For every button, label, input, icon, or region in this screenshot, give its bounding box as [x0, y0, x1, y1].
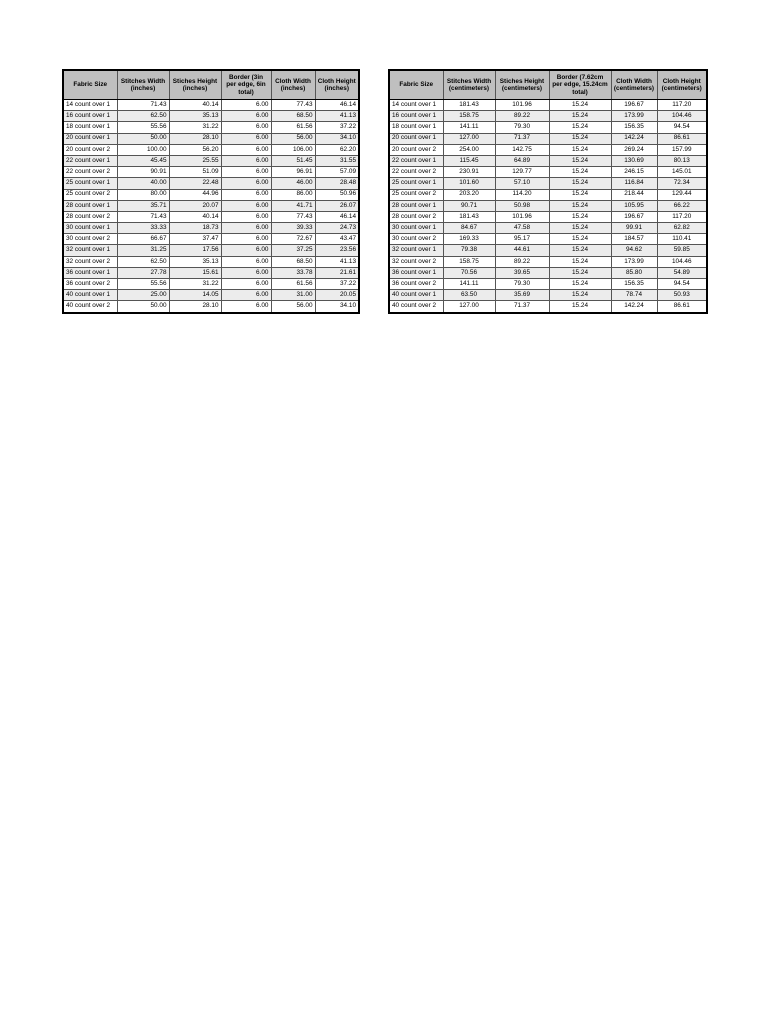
fabric-size-cell: 40 count over 1 [389, 290, 443, 301]
fabric-size-cell: 30 count over 1 [389, 223, 443, 234]
cloth-width-cell: 116.84 [611, 178, 657, 189]
stitches-width-cell: 181.43 [443, 211, 495, 222]
cm-table-body [389, 100, 707, 313]
border-cell: 15.24 [549, 279, 611, 290]
stitches-height-cell: 25.55 [169, 155, 221, 166]
stitches-height-cell: 17.56 [169, 245, 221, 256]
fabric-size-cell: 22 count over 2 [389, 167, 443, 178]
cloth-height-cell: 129.44 [657, 189, 707, 200]
table-row [389, 155, 707, 166]
cloth-height-cell: 59.85 [657, 245, 707, 256]
cloth-height-cell: 86.61 [657, 301, 707, 313]
fabric-size-cell: 25 count over 1 [389, 178, 443, 189]
border-cell: 15.24 [549, 111, 611, 122]
cloth-height-cell: 117.20 [657, 100, 707, 111]
table-row [63, 100, 359, 111]
border-cell: 6.00 [221, 189, 271, 200]
cloth-height-cell: 117.20 [657, 211, 707, 222]
stitches-height-cell: 37.47 [169, 234, 221, 245]
border-cell: 15.24 [549, 100, 611, 111]
cm-header-row [389, 70, 707, 100]
border-cell: 15.24 [549, 256, 611, 267]
stitches-width-cell: 127.00 [443, 133, 495, 144]
border-cell: 6.00 [221, 133, 271, 144]
stitches-height-cell: 22.48 [169, 178, 221, 189]
stitches-width-cell: 55.56 [117, 122, 169, 133]
stitches-height-cell: 129.77 [495, 167, 549, 178]
table-row [63, 178, 359, 189]
cloth-width-cell: 85.80 [611, 267, 657, 278]
cloth-width-cell: 56.00 [271, 301, 315, 313]
fabric-size-cell: 36 count over 1 [389, 267, 443, 278]
stitches-width-cell: 101.60 [443, 178, 495, 189]
fabric-size-cell: 14 count over 1 [63, 100, 117, 111]
stitches-height-cell: 114.20 [495, 189, 549, 200]
stitches-width-cell: 80.00 [117, 189, 169, 200]
cloth-height-cell: 21.61 [315, 267, 359, 278]
table-row [63, 200, 359, 211]
table-row [389, 144, 707, 155]
border-cell: 6.00 [221, 122, 271, 133]
header-cloth-width: Cloth Width (centimeters) [611, 70, 657, 100]
cloth-width-cell: 246.15 [611, 167, 657, 178]
fabric-size-cell: 18 count over 1 [389, 122, 443, 133]
cloth-width-cell: 33.78 [271, 267, 315, 278]
stitches-height-cell: 47.58 [495, 223, 549, 234]
border-cell: 15.24 [549, 301, 611, 313]
fabric-size-cell: 28 count over 1 [63, 200, 117, 211]
table-row [63, 279, 359, 290]
stitches-width-cell: 203.20 [443, 189, 495, 200]
border-cell: 15.24 [549, 245, 611, 256]
cloth-width-cell: 77.43 [271, 100, 315, 111]
cloth-width-cell: 99.91 [611, 223, 657, 234]
cloth-width-cell: 106.00 [271, 144, 315, 155]
border-cell: 6.00 [221, 279, 271, 290]
table-row [63, 122, 359, 133]
cloth-height-cell: 57.09 [315, 167, 359, 178]
cloth-width-cell: 196.67 [611, 211, 657, 222]
table-row [63, 111, 359, 122]
stitches-height-cell: 35.13 [169, 256, 221, 267]
stitches-width-cell: 25.00 [117, 290, 169, 301]
table-row [63, 256, 359, 267]
table-row [389, 200, 707, 211]
table-row [389, 111, 707, 122]
border-cell: 6.00 [221, 256, 271, 267]
border-cell: 15.24 [549, 211, 611, 222]
cloth-height-cell: 50.93 [657, 290, 707, 301]
border-cell: 6.00 [221, 211, 271, 222]
fabric-size-cell: 28 count over 2 [63, 211, 117, 222]
header-fabric-size: Fabric Size [389, 70, 443, 100]
cloth-width-cell: 156.35 [611, 122, 657, 133]
cloth-height-cell: 34.10 [315, 301, 359, 313]
stitches-width-cell: 115.45 [443, 155, 495, 166]
stitches-height-cell: 28.10 [169, 301, 221, 313]
stitches-width-cell: 66.67 [117, 234, 169, 245]
header-border: Border (3in per edge, 6in total) [221, 70, 271, 100]
cloth-width-cell: 78.74 [611, 290, 657, 301]
header-stitches-height: Stiches Height (centimeters) [495, 70, 549, 100]
fabric-size-cell: 20 count over 1 [389, 133, 443, 144]
cloth-width-cell: 61.56 [271, 279, 315, 290]
cloth-width-cell: 130.69 [611, 155, 657, 166]
stitches-height-cell: 64.89 [495, 155, 549, 166]
fabric-size-cell: 25 count over 1 [63, 178, 117, 189]
fabric-size-cell: 14 count over 1 [389, 100, 443, 111]
stitches-width-cell: 55.56 [117, 279, 169, 290]
cloth-width-cell: 173.99 [611, 111, 657, 122]
table-row [389, 234, 707, 245]
border-cell: 15.24 [549, 234, 611, 245]
stitches-height-cell: 79.30 [495, 279, 549, 290]
stitches-width-cell: 141.11 [443, 279, 495, 290]
cloth-height-cell: 46.14 [315, 211, 359, 222]
stitches-height-cell: 50.98 [495, 200, 549, 211]
fabric-size-cell: 28 count over 2 [389, 211, 443, 222]
cloth-width-cell: 31.00 [271, 290, 315, 301]
header-cloth-height: Cloth Height (centimeters) [657, 70, 707, 100]
border-cell: 6.00 [221, 111, 271, 122]
stitches-width-cell: 45.45 [117, 155, 169, 166]
stitches-height-cell: 35.69 [495, 290, 549, 301]
fabric-size-cell: 40 count over 1 [63, 290, 117, 301]
cloth-width-cell: 86.00 [271, 189, 315, 200]
stitches-height-cell: 79.30 [495, 122, 549, 133]
cloth-width-cell: 142.24 [611, 133, 657, 144]
fabric-size-cell: 32 count over 2 [389, 256, 443, 267]
stitches-height-cell: 71.37 [495, 133, 549, 144]
table-row [63, 155, 359, 166]
cloth-width-cell: 156.35 [611, 279, 657, 290]
fabric-size-cell: 18 count over 1 [63, 122, 117, 133]
cloth-height-cell: 110.41 [657, 234, 707, 245]
cloth-width-cell: 41.71 [271, 200, 315, 211]
stitches-width-cell: 50.00 [117, 133, 169, 144]
cloth-height-cell: 24.73 [315, 223, 359, 234]
stitches-height-cell: 15.61 [169, 267, 221, 278]
cloth-width-cell: 105.95 [611, 200, 657, 211]
fabric-size-cell: 30 count over 2 [389, 234, 443, 245]
header-cloth-width: Cloth Width (inches) [271, 70, 315, 100]
border-cell: 6.00 [221, 178, 271, 189]
cloth-height-cell: 80.13 [657, 155, 707, 166]
cloth-height-cell: 20.05 [315, 290, 359, 301]
fabric-size-cell: 32 count over 1 [389, 245, 443, 256]
stitches-width-cell: 27.78 [117, 267, 169, 278]
fabric-size-cell: 30 count over 2 [63, 234, 117, 245]
cloth-height-cell: 104.46 [657, 256, 707, 267]
fabric-size-cell: 28 count over 1 [389, 200, 443, 211]
table-row [63, 223, 359, 234]
cloth-width-cell: 56.00 [271, 133, 315, 144]
fabric-size-cell: 22 count over 1 [63, 155, 117, 166]
stitches-height-cell: 56.20 [169, 144, 221, 155]
table-row [63, 189, 359, 200]
table-row [63, 167, 359, 178]
fabric-size-cell: 40 count over 2 [389, 301, 443, 313]
border-cell: 15.24 [549, 133, 611, 144]
stitches-width-cell: 158.75 [443, 111, 495, 122]
fabric-size-cell: 30 count over 1 [63, 223, 117, 234]
border-cell: 6.00 [221, 301, 271, 313]
stitches-height-cell: 14.05 [169, 290, 221, 301]
stitches-width-cell: 90.71 [443, 200, 495, 211]
stitches-width-cell: 62.50 [117, 111, 169, 122]
stitches-height-cell: 142.75 [495, 144, 549, 155]
stitches-width-cell: 31.25 [117, 245, 169, 256]
stitches-width-cell: 181.43 [443, 100, 495, 111]
table-row [63, 133, 359, 144]
header-border: Border (7.62cm per edge, 15.24cm total) [549, 70, 611, 100]
table-row [389, 100, 707, 111]
header-cloth-height: Cloth Height (inches) [315, 70, 359, 100]
cloth-width-cell: 39.33 [271, 223, 315, 234]
stitches-width-cell: 230.91 [443, 167, 495, 178]
cloth-width-cell: 96.91 [271, 167, 315, 178]
cloth-width-cell: 196.67 [611, 100, 657, 111]
border-cell: 6.00 [221, 100, 271, 111]
border-cell: 6.00 [221, 290, 271, 301]
fabric-size-cell: 20 count over 1 [63, 133, 117, 144]
header-stitches-width: Stitches Width (centimeters) [443, 70, 495, 100]
stitches-width-cell: 63.50 [443, 290, 495, 301]
border-cell: 15.24 [549, 223, 611, 234]
table-row [389, 133, 707, 144]
stitches-height-cell: 95.17 [495, 234, 549, 245]
table-row [389, 189, 707, 200]
fabric-size-cell: 20 count over 2 [63, 144, 117, 155]
border-cell: 15.24 [549, 122, 611, 133]
cloth-height-cell: 66.22 [657, 200, 707, 211]
stitches-width-cell: 70.56 [443, 267, 495, 278]
cloth-width-cell: 37.25 [271, 245, 315, 256]
stitches-height-cell: 57.10 [495, 178, 549, 189]
stitches-height-cell: 101.96 [495, 100, 549, 111]
stitches-height-cell: 40.14 [169, 211, 221, 222]
fabric-size-cell: 32 count over 1 [63, 245, 117, 256]
cloth-height-cell: 86.61 [657, 133, 707, 144]
border-cell: 15.24 [549, 155, 611, 166]
stitches-width-cell: 141.11 [443, 122, 495, 133]
border-cell: 15.24 [549, 167, 611, 178]
stitches-width-cell: 79.38 [443, 245, 495, 256]
fabric-size-cell: 25 count over 2 [389, 189, 443, 200]
cloth-width-cell: 68.50 [271, 111, 315, 122]
table-row [389, 301, 707, 313]
table-row [389, 211, 707, 222]
table-row [389, 279, 707, 290]
cloth-width-cell: 68.50 [271, 256, 315, 267]
cloth-width-cell: 51.45 [271, 155, 315, 166]
fabric-size-cell: 16 count over 1 [63, 111, 117, 122]
table-row [389, 178, 707, 189]
cloth-height-cell: 145.01 [657, 167, 707, 178]
table-row [63, 301, 359, 313]
fabric-size-cell: 36 count over 1 [63, 267, 117, 278]
stitches-height-cell: 101.96 [495, 211, 549, 222]
fabric-size-cell: 32 count over 2 [63, 256, 117, 267]
cloth-width-cell: 77.43 [271, 211, 315, 222]
cloth-height-cell: 94.54 [657, 279, 707, 290]
cloth-height-cell: 37.22 [315, 279, 359, 290]
cloth-height-cell: 37.22 [315, 122, 359, 133]
fabric-size-cell: 22 count over 2 [63, 167, 117, 178]
cloth-height-cell: 62.20 [315, 144, 359, 155]
cloth-width-cell: 269.24 [611, 144, 657, 155]
border-cell: 15.24 [549, 144, 611, 155]
fabric-size-cell: 25 count over 2 [63, 189, 117, 200]
stitches-width-cell: 90.91 [117, 167, 169, 178]
border-cell: 15.24 [549, 178, 611, 189]
stitches-width-cell: 33.33 [117, 223, 169, 234]
border-cell: 6.00 [221, 267, 271, 278]
border-cell: 6.00 [221, 167, 271, 178]
inches-table [62, 69, 360, 314]
stitches-width-cell: 40.00 [117, 178, 169, 189]
cloth-width-cell: 173.99 [611, 256, 657, 267]
cloth-height-cell: 54.89 [657, 267, 707, 278]
border-cell: 6.00 [221, 144, 271, 155]
stitches-height-cell: 51.09 [169, 167, 221, 178]
stitches-width-cell: 84.67 [443, 223, 495, 234]
cloth-width-cell: 142.24 [611, 301, 657, 313]
stitches-width-cell: 169.33 [443, 234, 495, 245]
stitches-height-cell: 89.22 [495, 256, 549, 267]
stitches-height-cell: 31.22 [169, 122, 221, 133]
fabric-size-cell: 40 count over 2 [63, 301, 117, 313]
border-cell: 6.00 [221, 155, 271, 166]
cloth-width-cell: 94.62 [611, 245, 657, 256]
cloth-width-cell: 184.57 [611, 234, 657, 245]
table-row [63, 234, 359, 245]
table-row [63, 144, 359, 155]
inches-table-body [63, 100, 359, 313]
cloth-height-cell: 94.54 [657, 122, 707, 133]
border-cell: 6.00 [221, 223, 271, 234]
table-row [389, 167, 707, 178]
cloth-height-cell: 157.99 [657, 144, 707, 155]
table-row [63, 290, 359, 301]
stitches-width-cell: 71.43 [117, 100, 169, 111]
stitches-height-cell: 18.73 [169, 223, 221, 234]
table-row [389, 223, 707, 234]
cloth-height-cell: 34.10 [315, 133, 359, 144]
fabric-size-cell: 36 count over 2 [63, 279, 117, 290]
cloth-height-cell: 46.14 [315, 100, 359, 111]
stitches-width-cell: 50.00 [117, 301, 169, 313]
fabric-size-cell: 16 count over 1 [389, 111, 443, 122]
stitches-height-cell: 20.07 [169, 200, 221, 211]
cloth-width-cell: 46.00 [271, 178, 315, 189]
stitches-height-cell: 44.96 [169, 189, 221, 200]
cloth-height-cell: 62.82 [657, 223, 707, 234]
table-row [389, 256, 707, 267]
cloth-height-cell: 31.55 [315, 155, 359, 166]
stitches-width-cell: 62.50 [117, 256, 169, 267]
cloth-height-cell: 23.56 [315, 245, 359, 256]
header-fabric-size: Fabric Size [63, 70, 117, 100]
stitches-width-cell: 35.71 [117, 200, 169, 211]
border-cell: 15.24 [549, 267, 611, 278]
stitches-height-cell: 44.61 [495, 245, 549, 256]
header-stitches-width: Stitches Width (inches) [117, 70, 169, 100]
centimeters-table [388, 69, 708, 314]
cloth-width-cell: 72.67 [271, 234, 315, 245]
stitches-height-cell: 89.22 [495, 111, 549, 122]
stitches-width-cell: 158.75 [443, 256, 495, 267]
table-row [389, 122, 707, 133]
cloth-height-cell: 104.46 [657, 111, 707, 122]
header-stitches-height: Stiches Height (inches) [169, 70, 221, 100]
border-cell: 6.00 [221, 245, 271, 256]
table-row [63, 211, 359, 222]
border-cell: 15.24 [549, 189, 611, 200]
table-row [389, 290, 707, 301]
cloth-height-cell: 50.96 [315, 189, 359, 200]
stitches-width-cell: 127.00 [443, 301, 495, 313]
stitches-height-cell: 71.37 [495, 301, 549, 313]
fabric-size-cell: 22 count over 1 [389, 155, 443, 166]
inches-header-row [63, 70, 359, 100]
cloth-height-cell: 43.47 [315, 234, 359, 245]
cloth-height-cell: 28.48 [315, 178, 359, 189]
border-cell: 6.00 [221, 234, 271, 245]
border-cell: 15.24 [549, 290, 611, 301]
cloth-height-cell: 41.13 [315, 256, 359, 267]
fabric-size-cell: 36 count over 2 [389, 279, 443, 290]
table-row [63, 267, 359, 278]
stitches-height-cell: 31.22 [169, 279, 221, 290]
cloth-width-cell: 218.44 [611, 189, 657, 200]
fabric-size-cell: 20 count over 2 [389, 144, 443, 155]
cloth-width-cell: 61.56 [271, 122, 315, 133]
cloth-height-cell: 41.13 [315, 111, 359, 122]
stitches-height-cell: 39.65 [495, 267, 549, 278]
table-row [389, 267, 707, 278]
cloth-height-cell: 72.34 [657, 178, 707, 189]
stitches-height-cell: 40.14 [169, 100, 221, 111]
stitches-height-cell: 28.10 [169, 133, 221, 144]
table-row [389, 245, 707, 256]
border-cell: 6.00 [221, 200, 271, 211]
cloth-height-cell: 26.07 [315, 200, 359, 211]
stitches-width-cell: 254.00 [443, 144, 495, 155]
stitches-width-cell: 71.43 [117, 211, 169, 222]
stitches-width-cell: 100.00 [117, 144, 169, 155]
table-row [63, 245, 359, 256]
stitches-height-cell: 35.13 [169, 111, 221, 122]
border-cell: 15.24 [549, 200, 611, 211]
